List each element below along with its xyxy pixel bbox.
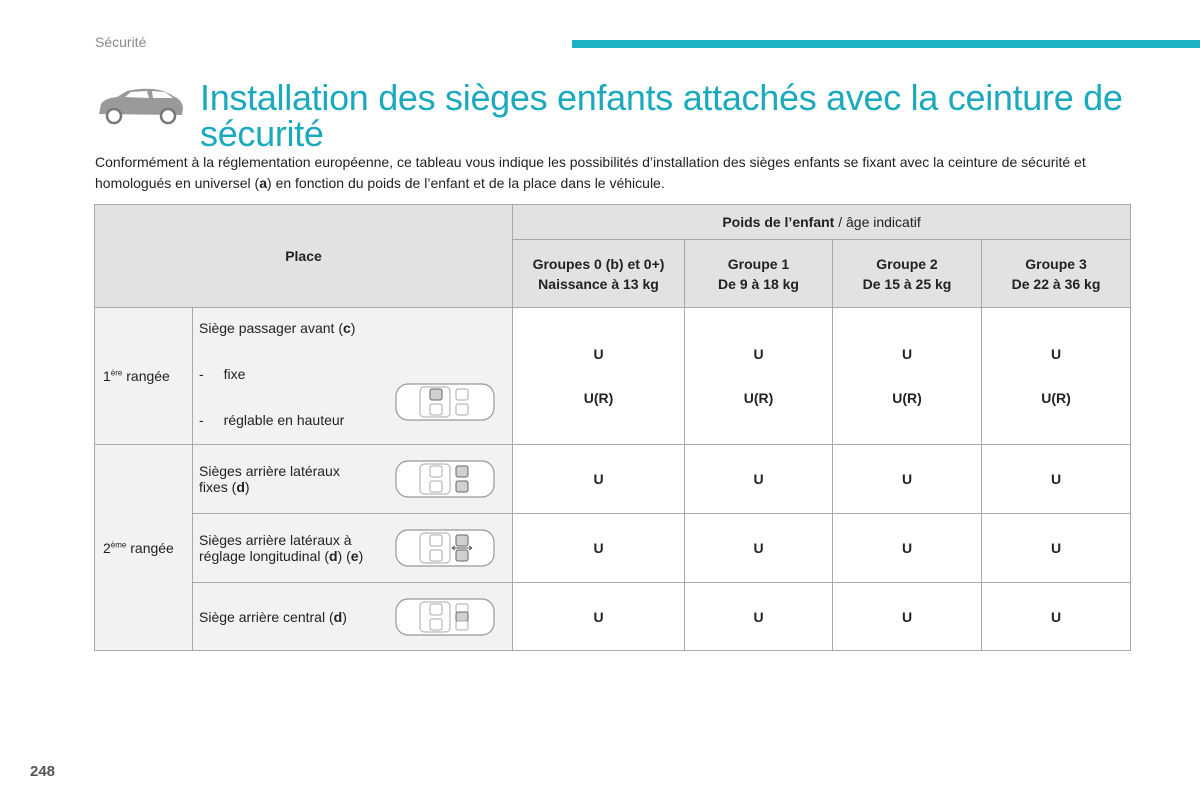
seat-front-passenger bbox=[193, 308, 513, 445]
group-3-header bbox=[982, 240, 1131, 308]
car-top-view-icon bbox=[394, 526, 498, 570]
group-0-line1: Groupes 0 (b) et 0+) bbox=[532, 255, 665, 272]
seat-front-title-end: ) bbox=[350, 320, 356, 336]
paren-close: ) bbox=[342, 608, 347, 625]
row-label-1-rest: rangée bbox=[122, 368, 170, 384]
cell-front-g0 bbox=[513, 308, 685, 445]
intro-text-1: Conformément à la réglementation européenne, ce tableau vous indique les possibilités d’installation des sièges enfants se fixant avec la ceinture de sécurité et homologués en universel ( bbox=[95, 154, 1086, 191]
value-front-reglable-g0: U(R) bbox=[583, 390, 614, 406]
seat-front-fixe bbox=[193, 366, 245, 382]
value-front-fixe-g1: U bbox=[753, 346, 764, 362]
reglable-label: réglable en hauteur bbox=[223, 412, 345, 428]
paren-close: ) bbox=[244, 479, 250, 495]
value-rear-fixed-g2: U bbox=[833, 445, 982, 514]
group-1-line2: De 9 à 18 kg bbox=[718, 275, 799, 292]
weight-header-bold: Poids de l’enfant bbox=[722, 214, 835, 230]
car-top-view-icon bbox=[394, 457, 498, 501]
seat-rear-lateral-sliding-line2: réglage longitudinal ( bbox=[199, 548, 329, 564]
intro-text-2: ) en fonction du poids de l’enfant et de la place dans le véhicule. bbox=[267, 175, 665, 191]
value-front-reglable-g3: U(R) bbox=[1041, 390, 1071, 406]
row-label-2-rest: rangée bbox=[126, 539, 174, 556]
paren-mid: ) ( bbox=[337, 548, 351, 564]
group-1-line1: Groupe 1 bbox=[727, 255, 790, 272]
value-rear-center-g0: U bbox=[513, 583, 685, 651]
group-1-header bbox=[685, 240, 833, 308]
cell-front-g3 bbox=[982, 308, 1131, 445]
row-label-2-num: 2 bbox=[103, 539, 111, 556]
section-label: Sécurité bbox=[95, 34, 147, 50]
seat-rear-center bbox=[193, 583, 513, 651]
child-seat-table bbox=[94, 204, 1131, 651]
seat-rear-lateral-sliding-line1: Sièges arrière latéraux à bbox=[199, 532, 352, 548]
seat-front-title bbox=[193, 320, 355, 336]
row-label-2 bbox=[95, 445, 193, 651]
group-2-header bbox=[833, 240, 982, 308]
value-rear-sliding-g2: U bbox=[833, 514, 982, 583]
row-label-1-sup: ère bbox=[110, 368, 123, 378]
value-front-reglable-g2: U(R) bbox=[892, 390, 922, 406]
value-rear-center-g1: U bbox=[685, 583, 833, 651]
group-0-header bbox=[513, 240, 685, 308]
value-front-fixe-g2: U bbox=[901, 346, 913, 362]
intro-paragraph bbox=[95, 152, 1125, 194]
seat-rear-lateral-fixed-line1: Sièges arrière latéraux bbox=[199, 463, 340, 479]
row-label-1 bbox=[95, 308, 193, 445]
car-side-icon bbox=[95, 88, 185, 128]
row-label-1-num: 1 bbox=[103, 368, 111, 384]
row-label-2-sup: ème bbox=[110, 539, 127, 549]
group-2-line1: Groupe 2 bbox=[876, 255, 938, 272]
paren-close: ) bbox=[358, 548, 364, 564]
value-rear-center-g2: U bbox=[833, 583, 982, 651]
dash: - bbox=[199, 366, 204, 382]
group-0-line2: Naissance à 13 kg bbox=[538, 275, 659, 292]
weight-header bbox=[513, 205, 1131, 240]
value-rear-center-g3: U bbox=[982, 583, 1131, 651]
weight-header-rest: / âge indicatif bbox=[834, 214, 921, 230]
value-rear-fixed-g1: U bbox=[685, 445, 833, 514]
seat-rear-lateral-sliding bbox=[193, 514, 513, 583]
value-rear-sliding-g3: U bbox=[982, 514, 1131, 583]
car-top-view-icon bbox=[394, 380, 498, 424]
cell-front-g1 bbox=[685, 308, 833, 445]
ref-e: e bbox=[350, 548, 359, 564]
seat-front-ref-c: c bbox=[342, 320, 351, 336]
value-front-reglable-g1: U(R) bbox=[743, 390, 774, 406]
group-2-line2: De 15 à 25 kg bbox=[862, 275, 952, 292]
value-rear-sliding-g0: U bbox=[513, 514, 685, 583]
cell-front-g2 bbox=[833, 308, 982, 445]
value-front-fixe-g0: U bbox=[593, 346, 604, 362]
value-rear-sliding-g1: U bbox=[685, 514, 833, 583]
seat-rear-center-line1: Siège arrière central ( bbox=[199, 608, 334, 625]
seat-front-reglable bbox=[193, 412, 344, 428]
value-rear-fixed-g3: U bbox=[982, 445, 1131, 514]
car-top-view-icon bbox=[394, 595, 498, 639]
ref-d: d bbox=[236, 479, 245, 495]
page-number: 248 bbox=[30, 763, 56, 780]
ref-d: d bbox=[333, 608, 343, 625]
seat-rear-lateral-fixed bbox=[193, 445, 513, 514]
intro-ref-a: a bbox=[259, 175, 268, 191]
seat-rear-lateral-fixed-line2: fixes ( bbox=[199, 479, 237, 495]
dash: - bbox=[199, 412, 204, 428]
place-header: Place bbox=[95, 205, 513, 308]
value-rear-fixed-g0: U bbox=[513, 445, 685, 514]
page-title: Installation des sièges enfants attachés avec la ceinture de sécurité bbox=[200, 77, 1123, 154]
seat-front-title-text: Siège passager avant ( bbox=[199, 320, 343, 336]
value-front-fixe-g3: U bbox=[1050, 346, 1062, 362]
group-3-line2: De 22 à 36 kg bbox=[1011, 275, 1101, 292]
group-3-line1: Groupe 3 bbox=[1025, 255, 1087, 272]
accent-bar bbox=[572, 40, 1200, 48]
ref-d: d bbox=[328, 548, 338, 564]
fixe-label: fixe bbox=[223, 366, 246, 382]
